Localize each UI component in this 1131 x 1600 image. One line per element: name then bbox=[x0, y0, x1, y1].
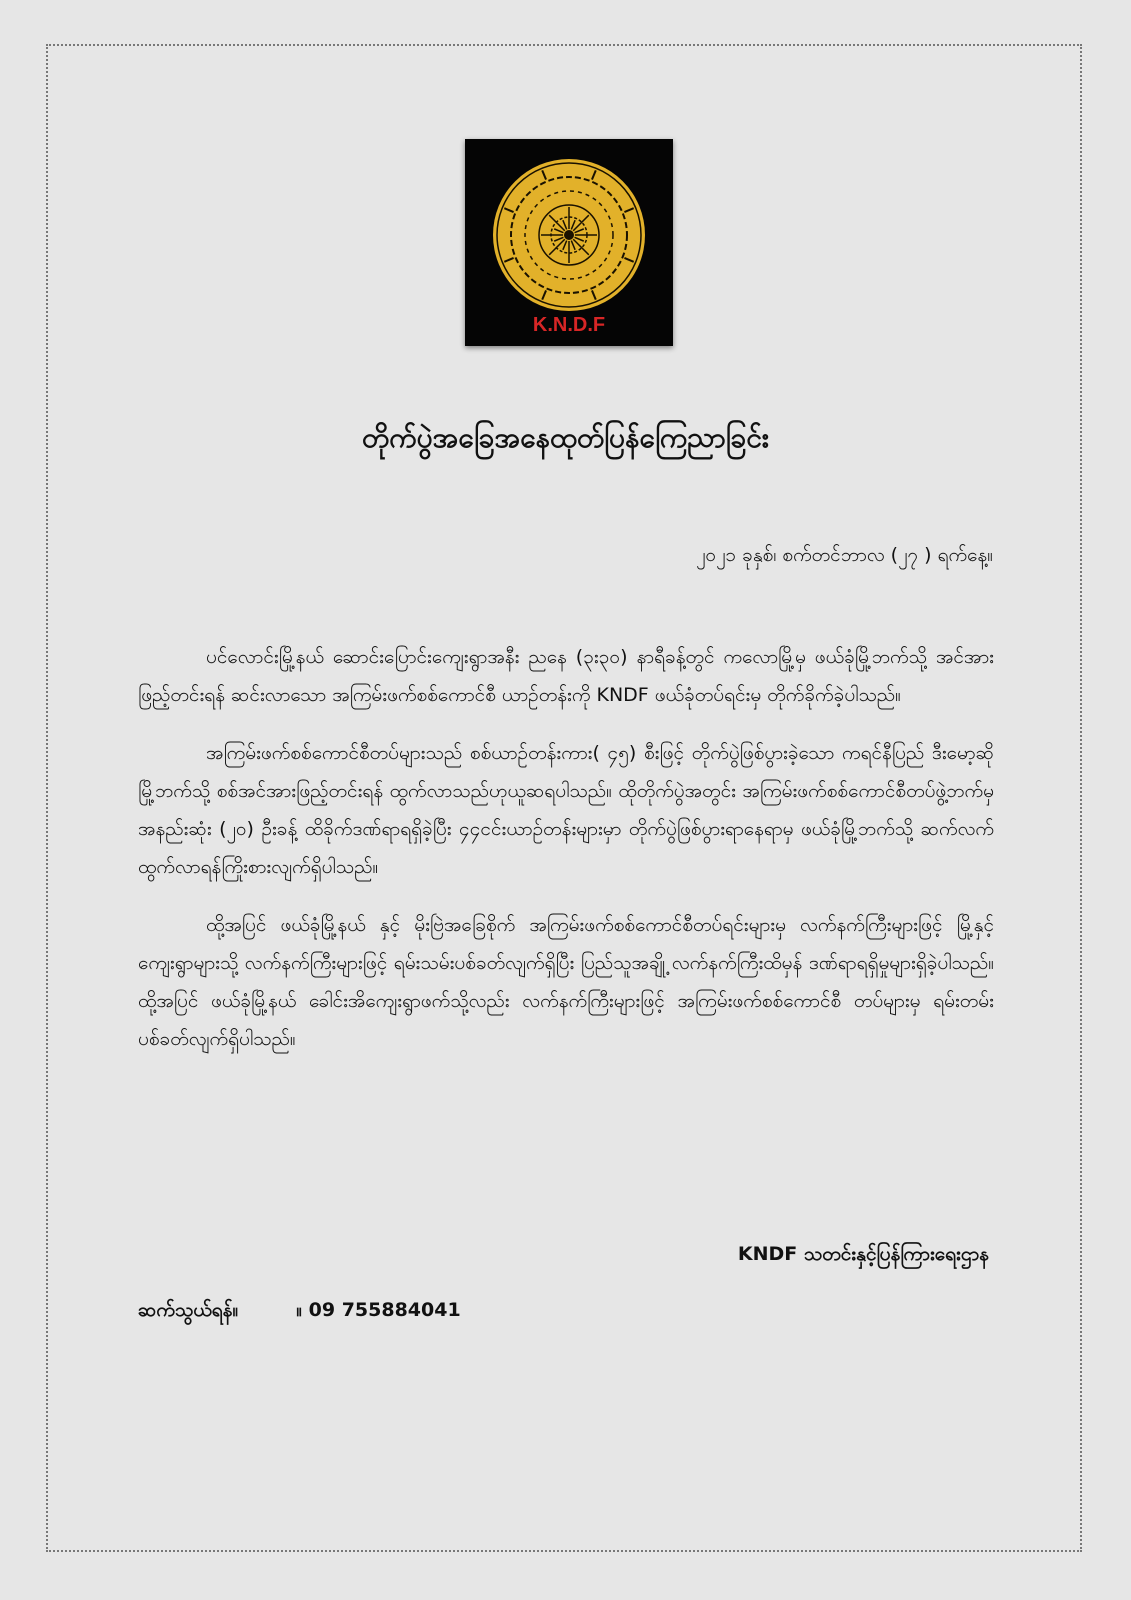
contact-line bbox=[138, 1292, 461, 1328]
kndf-logo bbox=[465, 139, 673, 346]
signature-department: KNDF သတင်းနှင့်ပြန်ကြားရေးဌာန bbox=[737, 1243, 989, 1265]
logo-text: K.N.D.F bbox=[532, 314, 606, 336]
emblem-center bbox=[564, 230, 574, 240]
kndf-emblem bbox=[465, 139, 673, 346]
document-body bbox=[138, 638, 994, 1078]
body-paragraph: အကြမ်းဖက်စစ်ကောင်စီတပ်များသည် စစ်ယာဉ်တန်းကား( ၄၅) စီးဖြင့် တိုက်ပွဲဖြစ်ပွားခဲ့သော ကရင်နီပြည် ဒီးမော့ဆိုမြို့ဘက်သို့ စစ်အင်အားဖြည့်တင်းရန် ထွက်လာသည်ဟုယူဆရပါသည်။ ထိုတိုက်ပွဲအတွင်း အကြမ်းဖက်စစ်ကောင်စီတပ်ဖွဲ့ဘက်မှ အနည်းဆုံး (၂၀) ဦးခန့် ထိခိုက်ဒဏ်ရာရရှိခဲ့ပြီး ၄၄ငင်းယာဉ်တန်းများမှာ တိုက်ပွဲဖြစ်ပွားရာနေရာမှ ဖယ်ခုံမြို့ဘက်သို့ ဆက်လက်ထွက်လာရန်ကြိုးစားလျက်ရှိပါသည်။ bbox=[138, 742, 994, 878]
contact-phone-number: ။ 09 755884041 bbox=[296, 1299, 461, 1321]
page-title: တိုက်ပွဲအခြေအနေထုတ်ပြန်ကြေညာခြင်း bbox=[362, 421, 769, 454]
body-paragraph: ပင်လောင်းမြို့နယ် ဆောင်းပြောင်းကျေးရွာအနီး ညနေ (၃း၃၀) နာရီခန့်တွင် ကလောမြို့မှ ဖယ်ခုံမြို့ဘက်သို့ အင်အားဖြည့်တင်းရန် ဆင်းလာသော အကြမ်းဖက်စစ်ကောင်စီ ယာဉ်တန်းကို KNDF ဖယ်ခုံတပ်ရင်းမှ တိုက်ခိုက်ခဲ့ပါသည်။ bbox=[138, 646, 994, 706]
contact-label: ဆက်သွယ်ရန်။ bbox=[138, 1299, 239, 1321]
document-date: ၂၀၂၁ ခုနှစ်၊ စက်တင်ဘာလ (၂၇ ) ရက်နေ့။ bbox=[696, 544, 993, 566]
body-paragraph: ထို့အပြင် ဖယ်ခုံမြို့နယ် နှင့် မိုးဗြဲအခြေစိုက် အကြမ်းဖက်စစ်ကောင်စီတပ်ရင်းများမှ လက်နက်ကြီးများဖြင့် မြို့နှင့်ကျေးရွာများသို့ လက်နက်ကြီးများဖြင့် ရမ်းသမ်းပစ်ခတ်လျက်ရှိပြီး ပြည်သူအချို့ လက်နက်ကြီးထိမှန် ဒဏ်ရာရရှိမှုများရှိခဲ့ပါသည်။ ထို့အပြင် ဖယ်ခုံမြို့နယ် ခေါင်းအိကျေးရွာဖက်သို့လည်း လက်နက်ကြီးများဖြင့် အကြမ်းဖက်စစ်ကောင်စီ တပ်များမှ ရမ်းတမ်းပစ်ခတ်လျက်ရှိပါသည်။ bbox=[138, 914, 994, 1050]
